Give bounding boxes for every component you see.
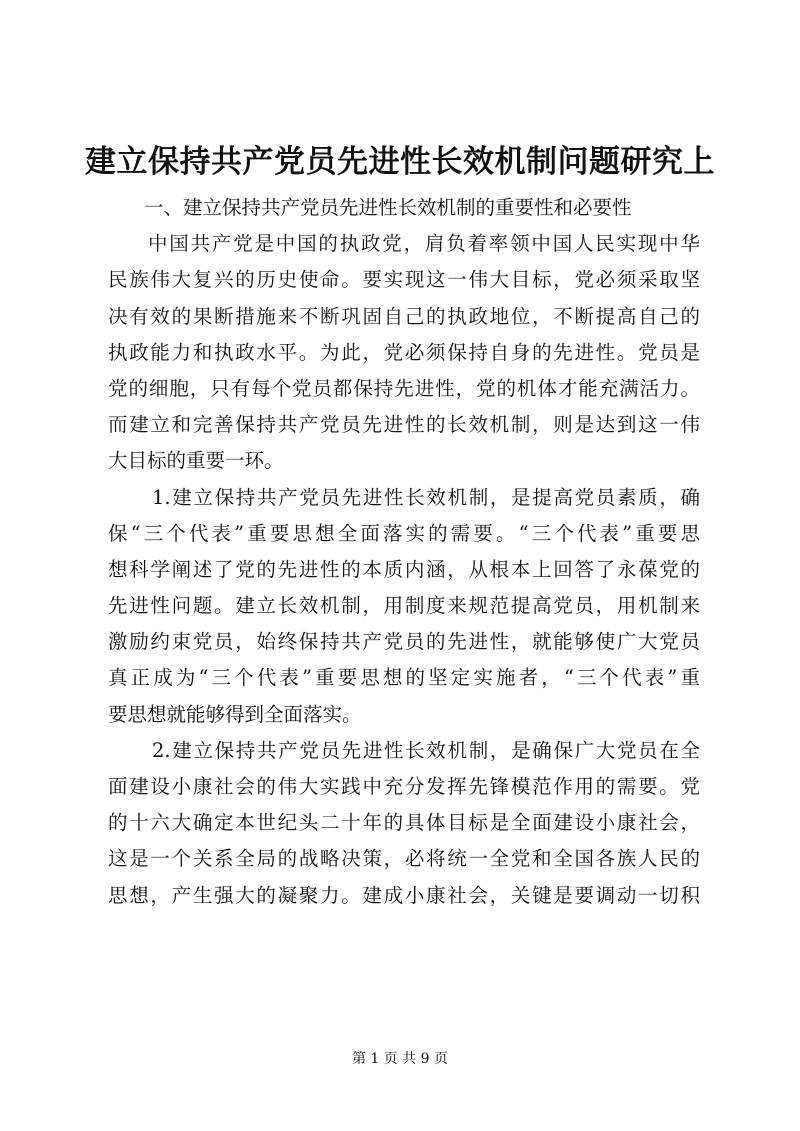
paragraph-1-line-5: 党的细胞，只有每个党员都保持先进性，党的机体才能充满活力。 [108,376,700,400]
paragraph-3-line-5: 思想，产生强大的凝聚力。建成小康社会，关键是要调动一切积 [108,883,700,907]
paragraph-2-line-7: 要思想就能够得到全面落实。 [108,702,362,726]
paragraph-2-line-2: 保“三个代表”重要思想全面落实的需要。“三个代表”重要思 [108,521,700,545]
paragraph-2-line-1: 1.建立保持共产党员先进性长效机制，是提高党员素质，确 [152,485,700,509]
paragraph-2-line-3: 想科学阐述了党的先进性的本质内涵，从根本上回答了永葆党的 [108,557,700,581]
document-title: 建立保持共产党员先进性长效机制问题研究上 [85,144,715,180]
paragraph-3-line-2: 面建设小康社会的伟大实践中充分发挥先锋模范作用的需要。党 [108,775,700,798]
paragraph-3-line-1: 2.建立保持共产党员先进性长效机制，是确保广大党员在全 [152,738,700,762]
paragraph-2-line-6: 真正成为“三个代表”重要思想的坚定实施者，“三个代表”重 [108,666,700,690]
paragraph-1-line-7: 大目标的重要一环。 [108,449,284,473]
paragraph-3-line-4: 这是一个关系全局的战略决策，必将统一全党和全国各族人民的 [108,847,700,871]
paragraph-1-line-3: 决有效的果断措施来不断巩固自己的执政地位，不断提高自己的 [108,304,700,328]
paragraph-1-line-2: 民族伟大复兴的历史使命。要实现这一伟大目标，党必须采取坚 [108,268,700,292]
document-body [108,190,700,914]
paragraph-2-line-4: 先进性问题。建立长效机制，用制度来规范提高党员，用机制来 [108,594,700,618]
paragraph-3-line-3: 的十六大确定本世纪头二十年的具体目标是全面建设小康社会， [108,811,700,835]
paragraph-2-line-5: 激励约束党员，始终保持共产党员的先进性，就能够使广大党员 [108,630,700,654]
page-number-footer: 第 1 页 共 9 页 [351,1051,449,1067]
paragraph-1-line-4: 执政能力和执政水平。为此，党必须保持自身的先进性。党员是 [108,340,700,364]
paragraph-1-line-1: 中国共产党是中国的执政党，肩负着率领中国人民实现中华 [148,232,700,256]
paragraph-1-line-6: 而建立和完善保持共产党员先进性的长效机制，则是达到这一伟 [108,413,700,437]
section-heading: 一、建立保持共产党员先进性长效机制的重要性和必要性 [144,196,632,219]
